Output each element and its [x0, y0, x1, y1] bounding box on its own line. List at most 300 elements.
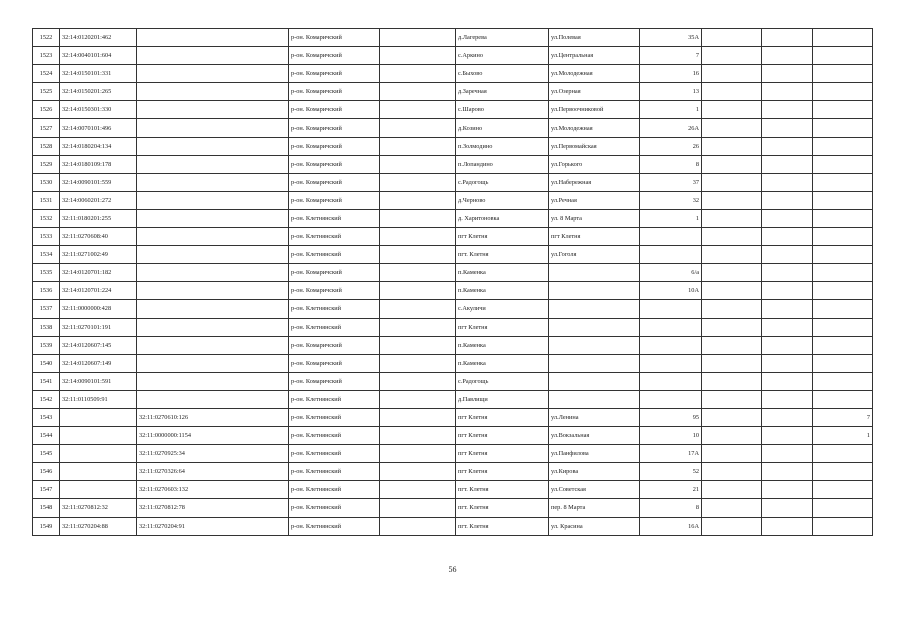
row-number-cell: 1540 [33, 354, 60, 372]
extra-3-cell [813, 119, 873, 137]
cadastral-number-2-cell [137, 336, 289, 354]
blank-cell [380, 228, 456, 246]
blank-cell [380, 390, 456, 408]
extra-3-cell [813, 318, 873, 336]
table-row [33, 155, 873, 173]
district-cell: р-он. Комаричский [289, 282, 380, 300]
extra-3-cell [813, 155, 873, 173]
row-number-cell: 1534 [33, 246, 60, 264]
settlement-cell: пгт Клетня [456, 318, 549, 336]
page-number: 56 [448, 565, 457, 574]
blank-cell [380, 209, 456, 227]
blank-cell [380, 354, 456, 372]
extra-1-cell [702, 445, 762, 463]
district-cell: р-он. Комаричский [289, 354, 380, 372]
settlement-cell: пгт Клетня [456, 463, 549, 481]
table-row [33, 336, 873, 354]
blank-cell [380, 65, 456, 83]
blank-cell [380, 336, 456, 354]
table-row [33, 191, 873, 209]
cadastral-number-2-cell [137, 101, 289, 119]
district-cell: р-он. Клетнянский [289, 390, 380, 408]
house-number-cell: 95 [640, 408, 702, 426]
row-number-cell: 1539 [33, 336, 60, 354]
extra-2-cell [762, 445, 813, 463]
district-cell: р-он. Комаричский [289, 191, 380, 209]
street-cell: пер. 8 Марта [549, 499, 640, 517]
extra-1-cell [702, 209, 762, 227]
house-number-cell [640, 372, 702, 390]
cadastral-number-2-cell [137, 137, 289, 155]
cadastral-number-cell: 32:14:0040101:604 [60, 47, 137, 65]
blank-cell [380, 372, 456, 390]
table-row [33, 282, 873, 300]
street-cell: ул.Горького [549, 155, 640, 173]
house-number-cell: 10 [640, 427, 702, 445]
row-number-cell: 1542 [33, 390, 60, 408]
settlement-cell: пгт Клетня [456, 408, 549, 426]
extra-1-cell [702, 499, 762, 517]
street-cell: ул.Кирова [549, 463, 640, 481]
extra-1-cell [702, 155, 762, 173]
extra-3-cell [813, 173, 873, 191]
settlement-cell: пгт Клетня [456, 427, 549, 445]
cadastral-number-cell: 32:14:0150201:265 [60, 83, 137, 101]
cadastral-number-cell: 32:14:0120701:182 [60, 264, 137, 282]
blank-cell [380, 137, 456, 155]
cadastral-number-2-cell: 32:11:0000000:1154 [137, 427, 289, 445]
settlement-cell: п.Каменка [456, 264, 549, 282]
cadastral-number-2-cell: 32:11:0270812:78 [137, 499, 289, 517]
settlement-cell: пгт. Клетня [456, 517, 549, 535]
extra-2-cell [762, 264, 813, 282]
settlement-cell: п.Каменка [456, 336, 549, 354]
row-number-cell: 1546 [33, 463, 60, 481]
blank-cell [380, 191, 456, 209]
row-number-cell: 1548 [33, 499, 60, 517]
house-number-cell: 1 [640, 101, 702, 119]
district-cell: р-он. Клетнянский [289, 246, 380, 264]
district-cell: р-он. Комаричский [289, 173, 380, 191]
extra-3-cell [813, 354, 873, 372]
cadastral-number-cell: 32:14:0090101:591 [60, 372, 137, 390]
settlement-cell: с.Аркино [456, 47, 549, 65]
settlement-cell: д.Павлищи [456, 390, 549, 408]
house-number-cell: 8 [640, 499, 702, 517]
cadastral-number-cell [60, 463, 137, 481]
cadastral-number-cell [60, 427, 137, 445]
district-cell: р-он. Комаричский [289, 101, 380, 119]
street-cell: ул.Первоочниковой [549, 101, 640, 119]
settlement-cell: с.Быхово [456, 65, 549, 83]
blank-cell [380, 408, 456, 426]
extra-2-cell [762, 517, 813, 535]
cadastral-number-cell [60, 408, 137, 426]
cadastral-number-2-cell [137, 119, 289, 137]
row-number-cell: 1541 [33, 372, 60, 390]
settlement-cell: пгт. Клетня [456, 499, 549, 517]
extra-3-cell [813, 228, 873, 246]
extra-3-cell [813, 101, 873, 119]
street-cell: ул. 8 Марта [549, 209, 640, 227]
extra-3-cell [813, 300, 873, 318]
extra-3-cell [813, 372, 873, 390]
settlement-cell: с.Акуличи [456, 300, 549, 318]
cadastral-number-cell: 32:11:0271002:49 [60, 246, 137, 264]
house-number-cell: 8 [640, 155, 702, 173]
cadastral-number-cell: 32:14:0120607:145 [60, 336, 137, 354]
settlement-cell: д.Лагерева [456, 29, 549, 47]
district-cell: р-он. Клетнянский [289, 300, 380, 318]
street-cell [549, 282, 640, 300]
extra-1-cell [702, 137, 762, 155]
table-body [33, 29, 873, 536]
cadastral-number-2-cell: 32:11:0270610:126 [137, 408, 289, 426]
district-cell: р-он. Клетнянский [289, 427, 380, 445]
table-row [33, 354, 873, 372]
extra-3-cell [813, 65, 873, 83]
extra-3-cell [813, 336, 873, 354]
street-cell: ул.Молодежная [549, 65, 640, 83]
table-row [33, 137, 873, 155]
house-number-cell: 16А [640, 517, 702, 535]
house-number-cell: 26А [640, 119, 702, 137]
house-number-cell: 21 [640, 481, 702, 499]
street-cell [549, 372, 640, 390]
blank-cell [380, 445, 456, 463]
extra-2-cell [762, 481, 813, 499]
extra-1-cell [702, 101, 762, 119]
settlement-cell: пгт. Клетня [456, 246, 549, 264]
cadastral-number-cell: 32:11:0110509:91 [60, 390, 137, 408]
extra-2-cell [762, 119, 813, 137]
settlement-cell: пгт Клетня [456, 445, 549, 463]
extra-1-cell [702, 481, 762, 499]
street-cell: ул.Первомайская [549, 137, 640, 155]
district-cell: р-он. Клетнянский [289, 499, 380, 517]
settlement-cell: п.Каменка [456, 282, 549, 300]
extra-2-cell [762, 155, 813, 173]
blank-cell [380, 499, 456, 517]
table-row [33, 246, 873, 264]
house-number-cell: 26 [640, 137, 702, 155]
cadastral-number-cell: 32:11:0000000:428 [60, 300, 137, 318]
extra-2-cell [762, 390, 813, 408]
settlement-cell: д.Козино [456, 119, 549, 137]
extra-1-cell [702, 318, 762, 336]
blank-cell [380, 101, 456, 119]
blank-cell [380, 463, 456, 481]
district-cell: р-он. Клетнянский [289, 228, 380, 246]
table-row [33, 65, 873, 83]
house-number-cell: 10А [640, 282, 702, 300]
extra-2-cell [762, 173, 813, 191]
row-number-cell: 1549 [33, 517, 60, 535]
street-cell: ул.Ленина [549, 408, 640, 426]
extra-2-cell [762, 228, 813, 246]
cadastral-number-2-cell: 32:11:0270204:91 [137, 517, 289, 535]
district-cell: р-он. Клетнянский [289, 517, 380, 535]
table-row [33, 463, 873, 481]
street-cell: ул.Панфилова [549, 445, 640, 463]
extra-1-cell [702, 390, 762, 408]
extra-2-cell [762, 246, 813, 264]
row-number-cell: 1527 [33, 119, 60, 137]
cadastral-number-cell: 32:11:0180201:255 [60, 209, 137, 227]
table-row [33, 427, 873, 445]
extra-1-cell [702, 300, 762, 318]
house-number-cell: 6/а [640, 264, 702, 282]
district-cell: р-он. Комаричский [289, 336, 380, 354]
street-cell: пгт Клетня [549, 228, 640, 246]
street-cell [549, 354, 640, 372]
cadastral-number-cell: 32:14:0120607:149 [60, 354, 137, 372]
row-number-cell: 1530 [33, 173, 60, 191]
house-number-cell [640, 354, 702, 372]
cadastral-number-cell [60, 445, 137, 463]
row-number-cell: 1531 [33, 191, 60, 209]
blank-cell [380, 246, 456, 264]
row-number-cell: 1543 [33, 408, 60, 426]
settlement-cell: с.Радогощь [456, 372, 549, 390]
house-number-cell: 17А [640, 445, 702, 463]
district-cell: р-он. Клетнянский [289, 209, 380, 227]
table-row [33, 228, 873, 246]
house-number-cell: 16 [640, 65, 702, 83]
extra-3-cell [813, 209, 873, 227]
district-cell: р-он. Клетнянский [289, 318, 380, 336]
row-number-cell: 1537 [33, 300, 60, 318]
extra-1-cell [702, 246, 762, 264]
extra-3-cell [813, 499, 873, 517]
street-cell [549, 318, 640, 336]
district-cell: р-он. Комаричский [289, 372, 380, 390]
row-number-cell: 1526 [33, 101, 60, 119]
street-cell [549, 390, 640, 408]
cadastral-number-cell: 32:14:0120201:462 [60, 29, 137, 47]
street-cell: ул.Гоголя [549, 246, 640, 264]
district-cell: р-он. Комаричский [289, 155, 380, 173]
row-number-cell: 1532 [33, 209, 60, 227]
blank-cell [380, 29, 456, 47]
street-cell: ул.Советская [549, 481, 640, 499]
cadastral-number-cell: 32:14:0090101:559 [60, 173, 137, 191]
street-cell: ул. Красина [549, 517, 640, 535]
table-row [33, 300, 873, 318]
row-number-cell: 1522 [33, 29, 60, 47]
blank-cell [380, 318, 456, 336]
extra-2-cell [762, 408, 813, 426]
house-number-cell: 35А [640, 29, 702, 47]
district-cell: р-он. Комаричский [289, 47, 380, 65]
cadastral-number-2-cell [137, 372, 289, 390]
cadastral-number-2-cell: 32:11:0270925:34 [137, 445, 289, 463]
district-cell: р-он. Комаричский [289, 264, 380, 282]
cadastral-number-2-cell [137, 300, 289, 318]
street-cell [549, 264, 640, 282]
settlement-cell: пгт. Клетня [456, 481, 549, 499]
district-cell: р-он. Комаричский [289, 83, 380, 101]
cadastral-number-cell: 32:14:0060201:272 [60, 191, 137, 209]
extra-3-cell [813, 83, 873, 101]
district-cell: р-он. Комаричский [289, 65, 380, 83]
settlement-cell: с.Шарово [456, 101, 549, 119]
table-row [33, 173, 873, 191]
extra-3-cell [813, 282, 873, 300]
extra-2-cell [762, 101, 813, 119]
table-row [33, 29, 873, 47]
table-row [33, 119, 873, 137]
blank-cell [380, 481, 456, 499]
house-number-cell [640, 300, 702, 318]
cadastral-number-2-cell [137, 282, 289, 300]
extra-3-cell: 7 [813, 408, 873, 426]
cadastral-number-2-cell: 32:11:0270603:132 [137, 481, 289, 499]
settlement-cell: п.Золмодино [456, 137, 549, 155]
extra-2-cell [762, 372, 813, 390]
row-number-cell: 1536 [33, 282, 60, 300]
extra-2-cell [762, 83, 813, 101]
extra-3-cell [813, 47, 873, 65]
street-cell: ул.Речная [549, 191, 640, 209]
blank-cell [380, 427, 456, 445]
house-number-cell [640, 390, 702, 408]
extra-2-cell [762, 354, 813, 372]
table-row [33, 481, 873, 499]
extra-2-cell [762, 300, 813, 318]
table-row [33, 408, 873, 426]
cadastral-number-2-cell [137, 29, 289, 47]
extra-2-cell [762, 209, 813, 227]
row-number-cell: 1533 [33, 228, 60, 246]
extra-2-cell [762, 499, 813, 517]
district-cell: р-он. Клетнянский [289, 481, 380, 499]
registry-table [32, 28, 873, 536]
table-row [33, 318, 873, 336]
extra-3-cell [813, 390, 873, 408]
cadastral-number-2-cell [137, 173, 289, 191]
cadastral-number-cell: 32:14:0070101:496 [60, 119, 137, 137]
extra-3-cell [813, 264, 873, 282]
extra-3-cell [813, 29, 873, 47]
extra-1-cell [702, 83, 762, 101]
cadastral-number-cell: 32:14:0150101:331 [60, 65, 137, 83]
extra-1-cell [702, 427, 762, 445]
row-number-cell: 1528 [33, 137, 60, 155]
house-number-cell [640, 318, 702, 336]
extra-2-cell [762, 191, 813, 209]
extra-2-cell [762, 137, 813, 155]
extra-1-cell [702, 119, 762, 137]
row-number-cell: 1535 [33, 264, 60, 282]
house-number-cell: 7 [640, 47, 702, 65]
extra-3-cell [813, 445, 873, 463]
extra-1-cell [702, 264, 762, 282]
district-cell: р-он. Комаричский [289, 137, 380, 155]
cadastral-number-2-cell [137, 354, 289, 372]
table-row [33, 390, 873, 408]
extra-2-cell [762, 47, 813, 65]
extra-1-cell [702, 65, 762, 83]
table-row [33, 47, 873, 65]
extra-1-cell [702, 29, 762, 47]
extra-2-cell [762, 29, 813, 47]
cadastral-number-cell: 32:11:0270608:40 [60, 228, 137, 246]
cadastral-number-cell: 32:11:0270204:88 [60, 517, 137, 535]
district-cell: р-он. Клетнянский [289, 408, 380, 426]
blank-cell [380, 300, 456, 318]
extra-3-cell [813, 191, 873, 209]
extra-3-cell [813, 463, 873, 481]
table-row [33, 372, 873, 390]
blank-cell [380, 47, 456, 65]
row-number-cell: 1523 [33, 47, 60, 65]
table-row [33, 445, 873, 463]
extra-1-cell [702, 191, 762, 209]
cadastral-number-2-cell: 32:11:0270326:64 [137, 463, 289, 481]
extra-2-cell [762, 427, 813, 445]
district-cell: р-он. Клетнянский [289, 445, 380, 463]
extra-3-cell [813, 246, 873, 264]
settlement-cell: с.Радогощь [456, 173, 549, 191]
street-cell: ул.Центральная [549, 47, 640, 65]
extra-2-cell [762, 463, 813, 481]
extra-1-cell [702, 354, 762, 372]
cadastral-number-2-cell [137, 264, 289, 282]
cadastral-number-2-cell [137, 209, 289, 227]
house-number-cell: 1 [640, 209, 702, 227]
settlement-cell: д.Черново [456, 191, 549, 209]
street-cell [549, 300, 640, 318]
cadastral-number-2-cell [137, 191, 289, 209]
extra-3-cell: 1 [813, 427, 873, 445]
extra-1-cell [702, 228, 762, 246]
extra-1-cell [702, 282, 762, 300]
cadastral-number-2-cell [137, 318, 289, 336]
blank-cell [380, 155, 456, 173]
district-cell: р-он. Клетнянский [289, 463, 380, 481]
extra-3-cell [813, 481, 873, 499]
blank-cell [380, 264, 456, 282]
settlement-cell: д.Заречная [456, 83, 549, 101]
extra-1-cell [702, 173, 762, 191]
settlement-cell: п.Каменка [456, 354, 549, 372]
extra-2-cell [762, 282, 813, 300]
district-cell: р-он. Комаричский [289, 29, 380, 47]
extra-1-cell [702, 47, 762, 65]
row-number-cell: 1529 [33, 155, 60, 173]
blank-cell [380, 83, 456, 101]
settlement-cell: п.Лопандино [456, 155, 549, 173]
extra-2-cell [762, 318, 813, 336]
row-number-cell: 1545 [33, 445, 60, 463]
cadastral-number-2-cell [137, 228, 289, 246]
house-number-cell: 13 [640, 83, 702, 101]
extra-3-cell [813, 137, 873, 155]
extra-3-cell [813, 517, 873, 535]
extra-1-cell [702, 372, 762, 390]
street-cell [549, 336, 640, 354]
house-number-cell [640, 228, 702, 246]
street-cell: ул.Вокзальная [549, 427, 640, 445]
row-number-cell: 1525 [33, 83, 60, 101]
row-number-cell: 1524 [33, 65, 60, 83]
house-number-cell: 32 [640, 191, 702, 209]
extra-1-cell [702, 517, 762, 535]
house-number-cell [640, 246, 702, 264]
table-row [33, 517, 873, 535]
cadastral-number-cell [60, 481, 137, 499]
